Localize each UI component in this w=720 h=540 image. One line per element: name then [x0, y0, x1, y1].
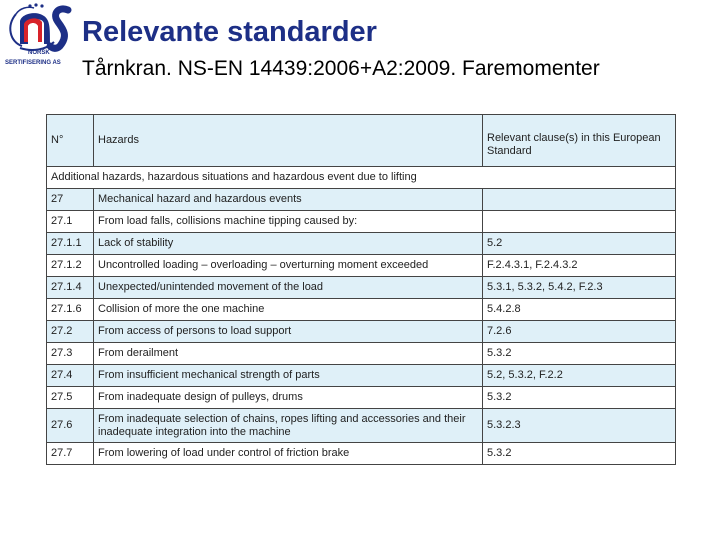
section-hazard: Mechanical hazard and hazardous events — [94, 189, 483, 211]
group-heading: Additional hazards, hazardous situations and hazardous event due to lifting — [47, 167, 676, 189]
header-clause: Relevant clause(s) in this European Standard — [483, 115, 676, 167]
row-clause: 5.3.2 — [483, 343, 676, 365]
row-number: 27.2 — [47, 321, 94, 343]
row-hazard: From lowering of load under control of friction brake — [94, 443, 483, 465]
table-row — [47, 387, 676, 409]
header-number: N° — [47, 115, 94, 167]
company-logo-graphic — [2, 2, 74, 72]
row-hazard: From inadequate selection of chains, ropes lifting and accessories and their inadequate integration into the machine — [94, 409, 483, 443]
row-clause: 5.2, 5.3.2, F.2.2 — [483, 365, 676, 387]
svg-text:NORSK: NORSK — [28, 50, 50, 56]
row-number: 27.1.6 — [47, 299, 94, 321]
table-row — [47, 299, 676, 321]
row-number: 27.7 — [47, 443, 94, 465]
row-number: 27.1.4 — [47, 277, 94, 299]
table-row — [47, 443, 676, 465]
table-row — [47, 321, 676, 343]
row-clause: 5.4.2.8 — [483, 299, 676, 321]
company-logo — [2, 2, 74, 72]
row-number: 27.3 — [47, 343, 94, 365]
row-number: 27.5 — [47, 387, 94, 409]
table-row — [47, 409, 676, 443]
table-row — [47, 343, 676, 365]
row-number: 27.6 — [47, 409, 94, 443]
section-number: 27 — [47, 189, 94, 211]
row-hazard: Lack of stability — [94, 233, 483, 255]
row-number: 27.4 — [47, 365, 94, 387]
row-hazard: From load falls, collisions machine tipping caused by: — [94, 211, 483, 233]
row-hazard: From insufficient mechanical strength of parts — [94, 365, 483, 387]
row-clause: 5.2 — [483, 233, 676, 255]
row-clause: 7.2.6 — [483, 321, 676, 343]
row-clause: 5.3.1, 5.3.2, 5.4.2, F.2.3 — [483, 277, 676, 299]
hazards-table — [46, 114, 676, 465]
table-row — [47, 277, 676, 299]
slide-title: Relevante standarder — [82, 16, 377, 48]
row-number: 27.1.2 — [47, 255, 94, 277]
table-row — [47, 365, 676, 387]
row-number: 27.1.1 — [47, 233, 94, 255]
row-clause: 5.3.2 — [483, 443, 676, 465]
table-row — [47, 233, 676, 255]
section-row — [47, 189, 676, 211]
svg-text:SERTIFISERING AS: SERTIFISERING AS — [5, 60, 61, 66]
row-clause: 5.3.2 — [483, 387, 676, 409]
row-hazard: From inadequate design of pulleys, drums — [94, 387, 483, 409]
row-hazard: From derailment — [94, 343, 483, 365]
row-number: 27.1 — [47, 211, 94, 233]
row-clause: F.2.4.3.1, F.2.4.3.2 — [483, 255, 676, 277]
table-header-row — [47, 115, 676, 167]
row-clause — [483, 211, 676, 233]
section-clause — [483, 189, 676, 211]
header-hazards: Hazards — [94, 115, 483, 167]
row-hazard: Unexpected/unintended movement of the load — [94, 277, 483, 299]
row-hazard: Uncontrolled loading – overloading – overturning moment exceeded — [94, 255, 483, 277]
table-row — [47, 211, 676, 233]
row-clause: 5.3.2.3 — [483, 409, 676, 443]
row-hazard: From access of persons to load support — [94, 321, 483, 343]
group-heading-row — [47, 167, 676, 189]
slide-subtitle: Tårnkran. NS-EN 14439:2006+A2:2009. Faremomenter — [82, 57, 600, 80]
row-hazard: Collision of more the one machine — [94, 299, 483, 321]
table-row — [47, 255, 676, 277]
